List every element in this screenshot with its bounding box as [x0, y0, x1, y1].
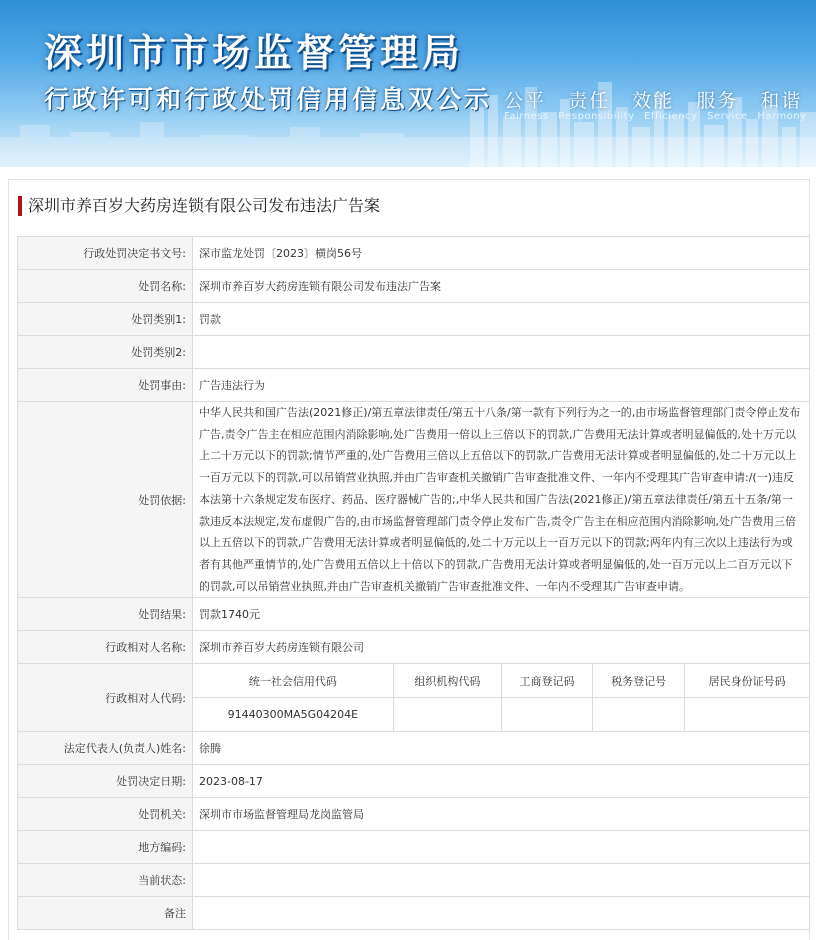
legal-rep-value: 徐腾 — [193, 732, 810, 765]
penalty-info-table — [17, 236, 810, 930]
credit-code-value: 91440300MA5G04204E — [193, 698, 393, 732]
table-row — [18, 303, 810, 336]
table-row — [18, 897, 810, 930]
column-header: 组织机构代码 — [393, 664, 501, 698]
decision-date-value: 2023-08-17 — [193, 765, 810, 798]
field-label: 处罚事由: — [18, 369, 193, 402]
slogan-word: 公平 — [504, 90, 547, 112]
site-banner — [0, 0, 816, 167]
table-row — [18, 798, 810, 831]
column-header: 工商登记码 — [501, 664, 592, 698]
id-number-value — [685, 698, 809, 732]
slogan-word: 责任 — [568, 90, 611, 112]
field-label: 处罚类别2: — [18, 336, 193, 369]
slogan-en-word: Service — [707, 111, 748, 122]
table-row — [18, 369, 810, 402]
table-row — [18, 336, 810, 369]
field-label: 处罚决定日期: — [18, 765, 193, 798]
party-code-cell — [193, 664, 810, 732]
field-label: 行政相对人名称: — [18, 631, 193, 664]
table-row — [18, 402, 810, 598]
field-label: 法定代表人(负责人)姓名: — [18, 732, 193, 765]
field-label: 处罚名称: — [18, 270, 193, 303]
table-row — [18, 631, 810, 664]
tax-reg-value — [593, 698, 685, 732]
penalty-result-value: 罚款1740元 — [193, 598, 810, 631]
remark-value — [193, 897, 810, 930]
slogan-en-word: Fairness — [504, 111, 549, 122]
party-code-header-row — [193, 664, 809, 698]
table-row — [18, 664, 810, 732]
slogan-word: 服务 — [696, 90, 739, 112]
column-header: 统一社会信用代码 — [193, 664, 393, 698]
field-label: 行政处罚决定书文号: — [18, 237, 193, 270]
status-value — [193, 864, 810, 897]
slogan-word: 和谐 — [760, 90, 803, 112]
authority-value: 深圳市市场监督管理局龙岗监管局 — [193, 798, 810, 831]
penalty-name-value: 深圳市养百岁大药房连锁有限公司发布违法广告案 — [193, 270, 810, 303]
column-header: 税务登记号 — [593, 664, 685, 698]
table-row — [18, 732, 810, 765]
column-header: 居民身份证号码 — [685, 664, 809, 698]
banner-subtitle: 行政许可和行政处罚信用信息双公示 — [44, 85, 493, 114]
field-label: 地方编码: — [18, 831, 193, 864]
table-row — [18, 270, 810, 303]
penalty-basis-value: 中华人民共和国广告法(2021修正)/第五章法律责任/第五十八条/第一款有下列行为之一的,由市场监督管理部门责令停止发布广告,责令广告主在相应范围内消除影响,处广告费用一倍以上三倍以下的罚款,广告费用无法计算或者明显偏低的,处十万元以上二十万元以下的罚款;情节严重的,处广告费用三倍以上五倍以下的罚款,广告费用无法计算或者明显偏低的,处二十万元以上一百万元以下的罚款,可以吊销营业执照,并由广告审查机关撤销广告审查批准文件、一年内不受理其广告审查申请:/(一)违反本法第十六条规定发布医疗、药品、医疗器械广告的;,中华人民共和国广告法(2021修正)/第五章法律责任/第五十五条/第一款违反本法规定,发布虚假广告的,由市场监督管理部门责令停止发布广告,责令广告主在相应范围内消除影响,处广告费用三倍以上五倍以下的罚款,广告费用无法计算或者明显偏低的,处二十万元以上一百万元以下的罚款;两年内有三次以上违法行为或者有其他严重情节的,处广告费用五倍以上十倍以下的罚款,广告费用无法计算或者明显偏低的,处一百万元以上二百万元以下的罚款,可以吊销营业执照,并由广告审查机关撤销广告审查批准文件、一年内不受理其广告审查申请。 — [193, 402, 810, 598]
table-row — [18, 237, 810, 270]
agency-title: 深圳市市场监督管理局 — [44, 31, 465, 75]
decision-number-value: 深市监龙处罚〔2023〕横岗56号 — [193, 237, 810, 270]
field-label: 处罚依据: — [18, 402, 193, 598]
slogan-en-word: Harmony — [757, 111, 807, 122]
slogan-en-word: Efficiency — [644, 111, 698, 122]
field-label: 当前状态: — [18, 864, 193, 897]
category1-value: 罚款 — [193, 303, 810, 336]
table-row — [18, 598, 810, 631]
slogan-word: 效能 — [632, 90, 675, 112]
party-code-table — [193, 664, 809, 731]
case-title: 深圳市养百岁大药房连锁有限公司发布违法广告案 — [18, 196, 380, 216]
field-label: 处罚类别1: — [18, 303, 193, 336]
business-reg-value — [501, 698, 592, 732]
slogan-en — [504, 111, 813, 122]
table-row — [18, 765, 810, 798]
slogan-cn — [504, 86, 816, 113]
area-code-value — [193, 831, 810, 864]
party-code-value-row — [193, 698, 809, 732]
table-row — [18, 864, 810, 897]
field-label: 行政相对人代码: — [18, 664, 193, 732]
slogan-en-word: Responsibility — [558, 111, 635, 122]
reason-value: 广告违法行为 — [193, 369, 810, 402]
category2-value — [193, 336, 810, 369]
field-label: 处罚结果: — [18, 598, 193, 631]
party-name-value: 深圳市养百岁大药房连锁有限公司 — [193, 631, 810, 664]
case-detail-panel — [8, 179, 810, 940]
org-code-value — [393, 698, 501, 732]
field-label: 备注 — [18, 897, 193, 930]
field-label: 处罚机关: — [18, 798, 193, 831]
table-row — [18, 831, 810, 864]
